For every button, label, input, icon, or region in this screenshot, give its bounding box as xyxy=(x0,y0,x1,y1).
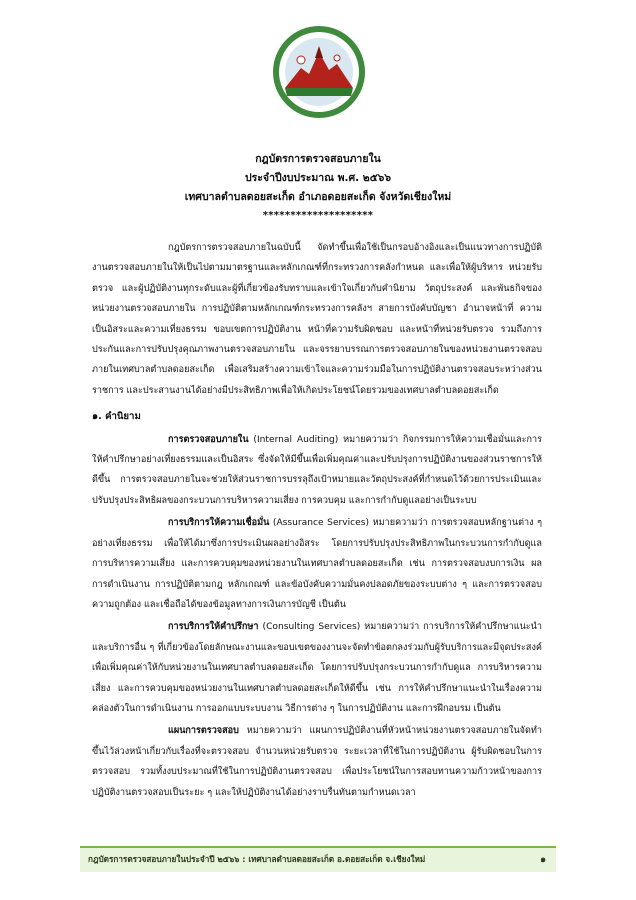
definition-internal-auditing xyxy=(92,430,542,512)
section-heading-definitions: ๑. คำนิยาม xyxy=(92,411,141,423)
definition-consulting-services xyxy=(92,617,542,719)
term-label: แผนการตรวจสอบ xyxy=(168,726,239,737)
definition-assurance-services xyxy=(92,513,542,615)
document-title-block xyxy=(0,150,636,224)
definition-text: (Consulting Services) หมายความว่า การบริการให้คำปรึกษาแนะนำ และบริการอื่น ๆ ที่เกี่ยวข้องโดยลักษณะงานและขอบเขตของงานจะจัดทำข้อตกลงร่วมกับผู้รับบริการและมีจุดประสงค์เพื่อเพิ่มคุณค่าให้กับหน่วยงานในเทศบาลตำบลดอยสะเก็ด โดยการปรับปรุงกระบวนการกำกับดูแล การบริหารความเสี่ยง และการควบคุมของหน่วยงานในเทศบาลตำบลดอยสะเก็ดให้ดีขึ้น เช่น การให้คำปรึกษาแนะนำในเรื่องความคล่องตัวในการดำเนินงาน การออกแบบระบบงาน วิธีการต่าง ๆ ในการปฏิบัติงาน และการฝึกอบรม เป็นต้น xyxy=(92,622,542,714)
intro-paragraph: กฎบัตรการตรวจสอบภายในฉบับนี้ จัดทำขึ้นเพื่อใช้เป็นกรอบอ้างอิงและเป็นแนวทางการปฏิบัติงานตรวจสอบภายในให้เป็นไปตามมาตรฐานและหลักเกณฑ์ที่กระทรวงการคลังกำหนด และเพื่อให้ผู้บริหาร หน่วยรับตรวจ และผู้ปฏิบัติงานทุกระดับและผู้ที่เกี่ยวข้องรับทราบและเข้าใจเกี่ยวกับคำนิยาม วัตถุประสงค์ และพันธกิจของหน่วยงานตรวจสอบภายใน การปฏิบัติตามหลักเกณฑ์กระทรวงการคลังฯ สายการบังคับบัญชา อำนาจหน้าที่ ความเป็นอิสระและความเที่ยงธรรม ขอบเขตการปฏิบัติงาน หน้าที่ความรับผิดชอบ และหน้าที่หน่วยรับตรวจ รวมถึงการประกันและการปรับปรุงคุณภาพงานตรวจสอบภายใน และจรรยาบรรณการตรวจสอบภายในของหน่วยงานตรวจสอบภายในเทศบาลตำบลดอยสะเก็ด เพื่อเสริมสร้างความเข้าใจและความร่วมมือในการปฏิบัติงานตรวจสอบระหว่างส่วนราชการ และประสานงานได้อย่างมีประสิทธิภาพเพื่อให้เกิดประโยชน์โดยรวมของเทศบาลตำบลดอยสะเก็ด xyxy=(92,243,542,396)
footer-text: กฎบัตรการตรวจสอบภายในประจำปี ๒๕๖๖ : เทศบาลตำบลดอยสะเก็ด อ.ดอยสะเก็ด จ.เชียงใหม่ xyxy=(88,854,426,864)
municipality-seal-logo xyxy=(271,12,367,132)
title-divider-stars: ******************** xyxy=(262,210,374,221)
fiscal-year-line: ประจำปีงบประมาณ พ.ศ. ๒๕๖๖ xyxy=(244,172,392,184)
definition-text: (Assurance Services) หมายความว่า การตรวจสอบหลักฐานต่าง ๆ อย่างเที่ยงธรรม เพื่อให้ได้มาซึ่งการประเมินผลอย่างอิสระ โดยการปรับปรุงประสิทธิภาพในกระบวนการกำกับดูแล การบริหารความเสี่ยง และการควบคุมของหน่วยงานในเทศบาลตำบลดอยสะเก็ด เช่น การตรวจสอบงบการเงิน ผลการดำเนินงาน การปฏิบัติตามกฎ หลักเกณฑ์ และข้อบังคับความมั่นคงปลอดภัยของระบบต่าง ๆ และการตรวจสอบความถูกต้อง และเชื่อถือได้ของข้อมูลทางการเงินการบัญชี เป็นต้น xyxy=(92,518,542,610)
term-label: การบริการให้ความเชื่อมั่น xyxy=(168,518,270,529)
document-body xyxy=(92,238,542,803)
organization-line: เทศบาลตำบลดอยสะเก็ด อำเภอดอยสะเก็ด จังหวัดเชียงใหม่ xyxy=(184,191,452,203)
definition-text: (Internal Auditing) หมายความว่า กิจกรรมการให้ความเชื่อมั่นและการให้คำปรึกษาอย่างเที่ยงธรรมและเป็นอิสระ ซึ่งจัดให้มีขึ้นเพื่อเพิ่มคุณค่าและปรับปรุงการปฏิบัติงานของส่วนราชการให้ดีขึ้น การตรวจสอบภายในจะช่วยให้ส่วนราชการบรรลุถึงเป้าหมายและวัตถุประสงค์ที่กำหนดไว้ด้วยการประเมินและปรับปรุงประสิทธิผลของกระบวนการบริหารความเสี่ยง การควบคุม และการกำกับดูแลอย่างเป็นระบบ xyxy=(92,434,542,506)
definition-text: หมายความว่า แผนการปฏิบัติงานที่หัวหน้าหน่วยงานตรวจสอบภายในจัดทำขึ้นไว้ล่วงหน้าเกี่ยวกับเรื่องที่จะตรวจสอบ จำนวนหน่วยรับตรวจ ระยะเวลาที่ใช้ในการปฏิบัติงาน ผู้รับผิดชอบในการตรวจสอบ รวมทั้งงบประมาณที่ใช้ในการปฏิบัติงานตรวจสอบ เพื่อประโยชน์ในการสอบทานความก้าวหน้าของการปฏิบัติงานตรวจสอบเป็นระยะ ๆ และให้ปฏิบัติงานได้อย่างราบรื่นทันตามกำหนดเวลา xyxy=(92,726,542,798)
page-footer xyxy=(80,846,556,872)
term-label: การบริการให้คำปรึกษา xyxy=(168,622,259,633)
definition-audit-plan xyxy=(92,721,542,803)
term-label: การตรวจสอบภายใน xyxy=(168,434,249,445)
document-title: กฎบัตรการตรวจสอบภายใน xyxy=(255,153,381,165)
page-number: ๑ xyxy=(540,855,546,865)
